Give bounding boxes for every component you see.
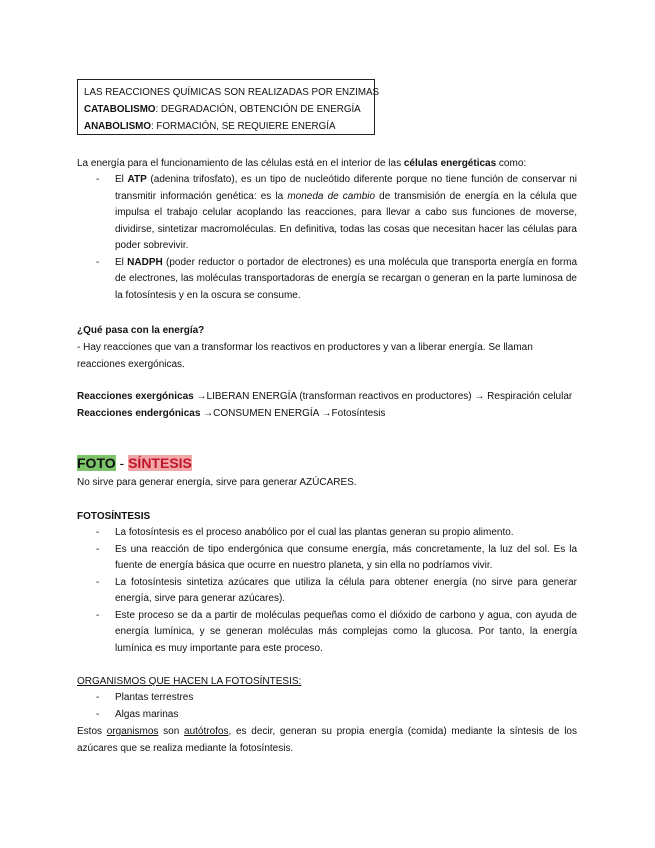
box-line-enzimas: LAS REACCIONES QUÍMICAS SON REALIZADAS POR ENZIMAS xyxy=(84,87,380,98)
foto-sintesis-heading: FOTO - SÍNTESIS xyxy=(77,455,192,471)
intro-paragraph: La energía para el funcionamiento de las células está en el interior de las células energéticas como: xyxy=(77,158,527,169)
list-item: - La fotosíntesis es el proceso anabólico por el cual las plantas generan su propio alimento. xyxy=(77,525,577,542)
fotosintesis-heading: FOTOSÍNTESIS xyxy=(77,511,151,522)
foto-subtitle: No sirve para generar energía, sirve para generar AZÚCARES. xyxy=(77,477,357,488)
exergonic-line: Reacciones exergónicas →LIBERAN ENERGÍA (transforman reactivos en productores) → Respiración celular xyxy=(77,391,573,402)
organismos-heading: ORGANISMOS QUE HACEN LA FOTOSÍNTESIS: xyxy=(77,676,302,687)
reactions-section xyxy=(77,388,577,422)
list-item: - Plantas terrestres xyxy=(77,690,577,707)
summary-box xyxy=(77,79,380,135)
organismos-paragraph: Estos organismos son autótrofos, es decir, generan su propia energía (comida) mediante la síntesis de los azúcares que se realiza mediante la fotosíntesis. xyxy=(77,726,577,754)
list-item-nadph: - El NADPH (poder reductor o portador de electrones) es una molécula que transporta energía en forma de electrones, las moléculas transportadoras de energía se recargan o generan en la parte luminosa de la fotosíntesis y en la oscura se consume. xyxy=(77,255,577,305)
list-item: - La fotosíntesis sintetiza azúcares que utiliza la célula para obtener energía (no sirve para generar energía, sirve para generar azúcares). xyxy=(77,575,577,608)
list-item: - Algas marinas xyxy=(77,707,577,724)
box-line-catabolismo: CATABOLISMO: DEGRADACIÓN, OBTENCIÓN DE ENERGÍA xyxy=(84,104,361,115)
organismos-section xyxy=(77,673,577,757)
energy-question-section xyxy=(77,322,577,373)
question-text: - Hay reacciones que van a transformar los reactivos en productores y van a liberar energía. Se llaman reacciones exergónicas. xyxy=(77,342,533,370)
endergonic-line: Reacciones endergónicas →CONSUMEN ENERGÍA →Fotosíntesis xyxy=(77,408,386,419)
energy-molecules-list xyxy=(77,172,577,304)
fotosintesis-section xyxy=(77,508,577,657)
question-heading: ¿Qué pasa con la energía? xyxy=(77,325,205,336)
list-item: - Es una reacción de tipo endergónica que consume energía, más concretamente, la luz del sol. Es la fuente de energía básica que ocurre en nuestro planeta, y sin ella no podríamos vivir. xyxy=(77,542,577,575)
box-line-anabolismo: ANABOLISMO: FORMACIÓN, SE REQUIERE ENERGÍA xyxy=(84,121,336,132)
list-item-atp: - El ATP (adenina trifosfato), es un tipo de nucleótido diferente porque no tiene función de conservar ni transmitir información genética: es la moneda de cambio de transmisión de energía en la célula que impulsa el trabajo celular acoplando las reacciones, para llevar a cabo sus funciones de moverse, dividirse, sintetizar macromoléculas. En definitiva, todas las cosas que necesitan hacer las células para poder sobrevivir. xyxy=(77,172,577,255)
list-item: - Este proceso se da a partir de moléculas pequeñas como el dióxido de carbono y agua, con ayuda de energía lumínica, y se generan moléculas más complejas como la glucosa. Por tanto, la energía lumínica es muy importante para este proceso. xyxy=(77,608,577,658)
